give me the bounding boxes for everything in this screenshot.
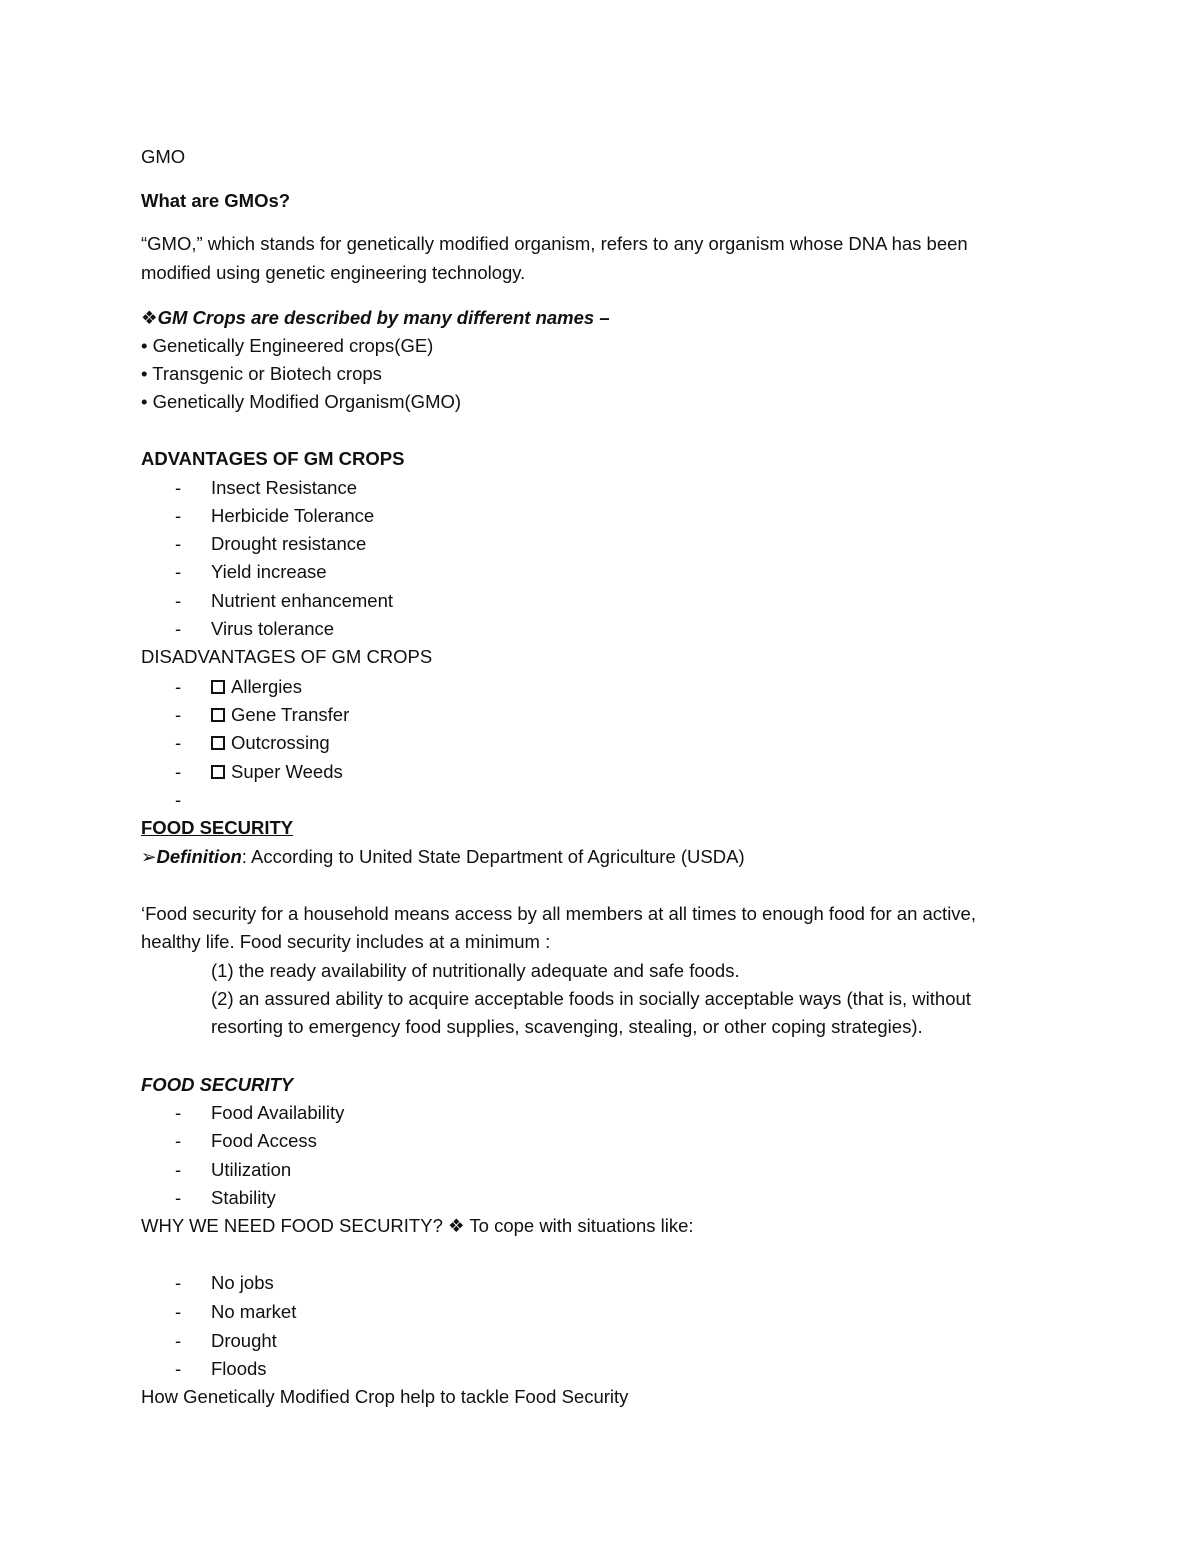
list-item-label: Outcrossing: [231, 732, 330, 753]
definition-label: ➢Definition: [141, 846, 242, 867]
list-item: Drought resistance: [211, 533, 367, 554]
point-line: (1) the ready availability of nutritionally adequate and safe foods.: [211, 960, 740, 981]
list-item: [211, 674, 302, 700]
list-dash: -: [175, 590, 182, 611]
list-dash: -: [175, 505, 182, 526]
list-item: Utilization: [211, 1159, 292, 1180]
paragraph-line: “GMO,” which stands for genetically modified organism, refers to any organism whose DNA has been: [141, 233, 968, 254]
list-dash: -: [175, 1358, 182, 1379]
list-dash: -: [175, 732, 182, 753]
list-item: Stability: [211, 1187, 276, 1208]
question-heading: What are GMOs?: [141, 190, 291, 211]
point-line: (2) an assured ability to acquire acceptable foods in socially acceptable ways (that is, without: [211, 988, 971, 1009]
list-item: Drought: [211, 1330, 277, 1351]
list-dash: -: [175, 561, 182, 582]
list-dash: -: [175, 533, 182, 554]
list-dash: -: [175, 1130, 182, 1151]
advantages-heading: ADVANTAGES OF GM CROPS: [141, 448, 405, 469]
list-item: Virus tolerance: [211, 618, 335, 639]
checkbox-icon: [211, 736, 225, 750]
list-item: Yield increase: [211, 561, 327, 582]
checkbox-icon: [211, 765, 225, 779]
list-dash: -: [175, 1159, 182, 1180]
list-item-label: Gene Transfer: [231, 704, 350, 725]
list-item: Food Availability: [211, 1102, 345, 1123]
quote-line: ‘Food security for a household means access by all members at all times to enough food for an active,: [141, 903, 976, 924]
point-line: resorting to emergency food supplies, scavenging, stealing, or other coping strategies).: [211, 1016, 923, 1037]
names-heading: ❖GM Crops are described by many different names –: [141, 307, 610, 328]
definition-text: : According to United State Department of Agriculture (USDA): [241, 846, 745, 867]
paragraph-line: modified using genetic engineering technology.: [141, 262, 526, 283]
list-item: • Genetically Engineered crops(GE): [141, 335, 434, 356]
list-item: Floods: [211, 1358, 267, 1379]
list-dash: -: [175, 1301, 182, 1322]
list-item-label: Super Weeds: [231, 761, 343, 782]
why-heading: WHY WE NEED FOOD SECURITY? ❖ To cope with situations like:: [141, 1215, 694, 1236]
list-item: [211, 759, 343, 785]
list-dash: -: [175, 789, 182, 810]
list-dash: -: [175, 761, 182, 782]
list-dash: -: [175, 618, 182, 639]
list-dash: -: [175, 477, 182, 498]
list-item: [211, 730, 330, 756]
doc-title: GMO: [141, 146, 186, 167]
list-item: • Genetically Modified Organism(GMO): [141, 391, 462, 412]
checkbox-icon: [211, 680, 225, 694]
list-item: Herbicide Tolerance: [211, 505, 375, 526]
quote-line: healthy life. Food security includes at a minimum :: [141, 931, 551, 952]
list-dash: -: [175, 1102, 182, 1123]
list-item: [211, 702, 349, 728]
list-item: No jobs: [211, 1272, 274, 1293]
list-item: • Transgenic or Biotech crops: [141, 363, 382, 384]
disadvantages-heading: DISADVANTAGES OF GM CROPS: [141, 646, 433, 667]
list-dash: -: [175, 1330, 182, 1351]
food-security-heading: FOOD SECURITY: [141, 817, 294, 838]
list-item: Food Access: [211, 1130, 317, 1151]
list-item-label: Allergies: [231, 676, 302, 697]
list-dash: -: [175, 676, 182, 697]
closing-line: How Genetically Modified Crop help to tackle Food Security: [141, 1386, 629, 1407]
list-item: Insect Resistance: [211, 477, 358, 498]
list-item: Nutrient enhancement: [211, 590, 394, 611]
list-dash: -: [175, 1187, 182, 1208]
definition-line: [141, 844, 745, 870]
list-dash: -: [175, 1272, 182, 1293]
list-dash: -: [175, 704, 182, 725]
food-security-subheading: FOOD SECURITY: [141, 1074, 294, 1095]
list-item: No market: [211, 1301, 297, 1322]
checkbox-icon: [211, 708, 225, 722]
